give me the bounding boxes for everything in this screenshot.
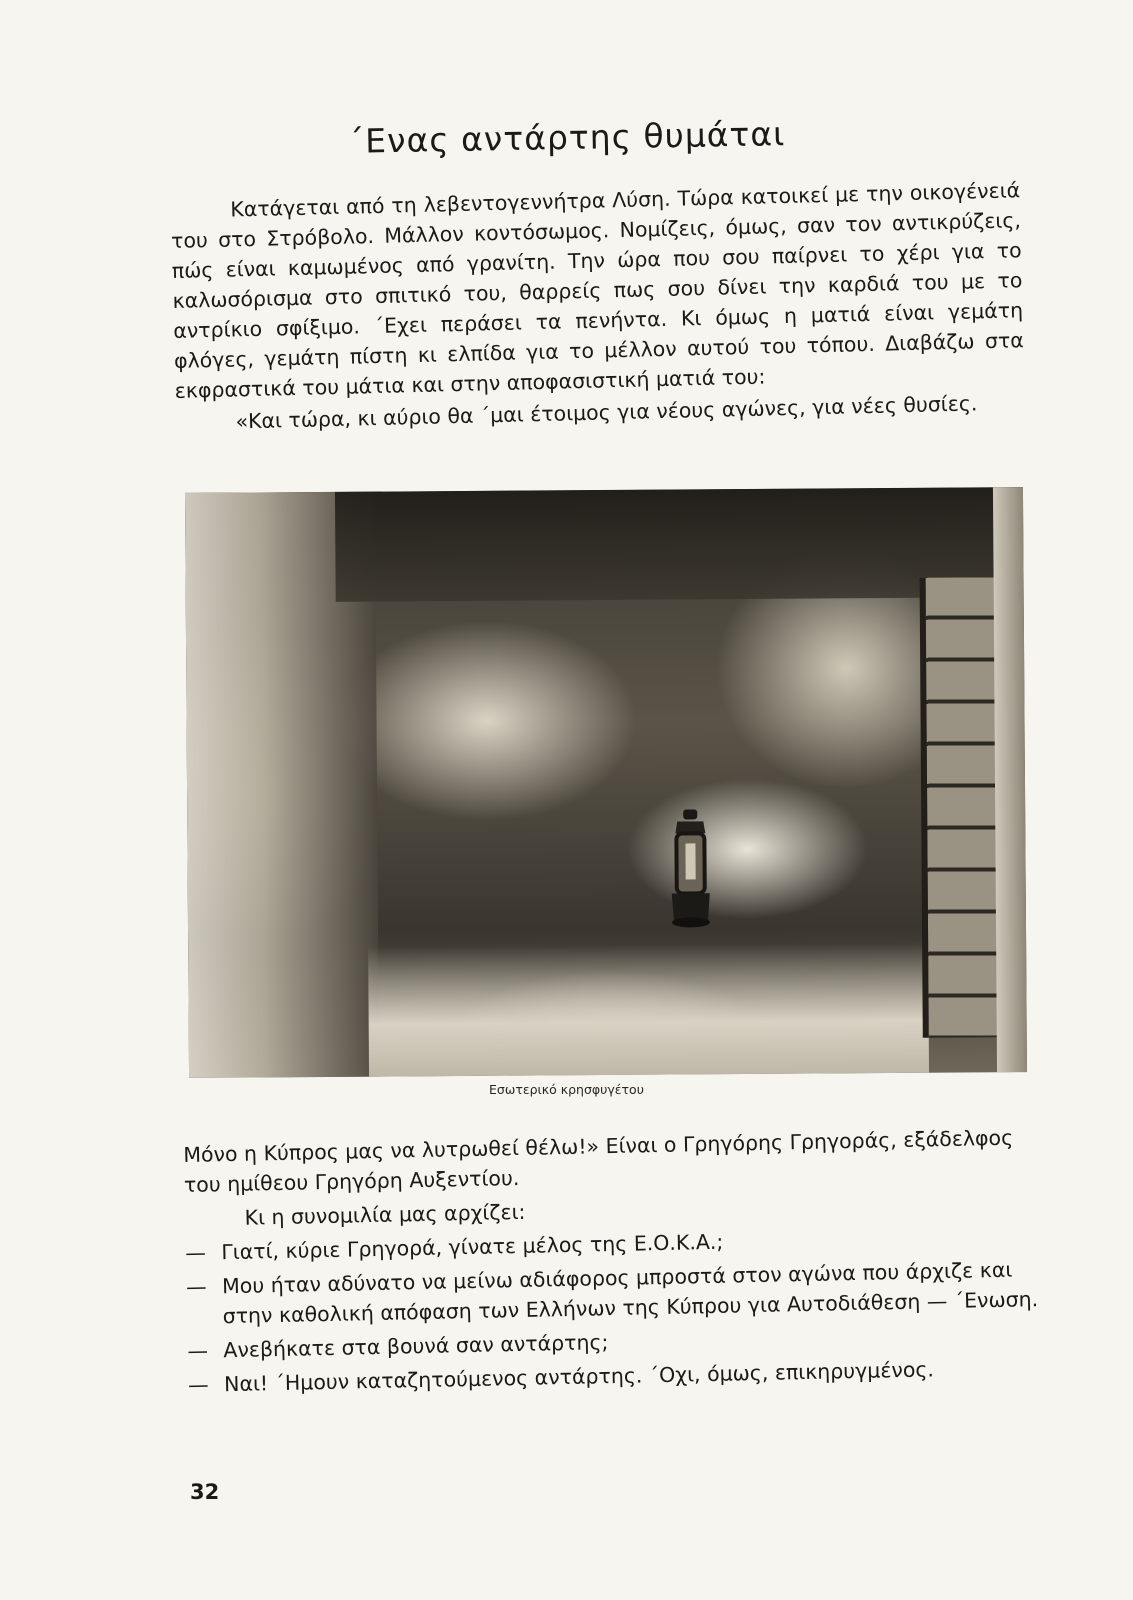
dialogue-text: Ναι! ΄Ημουν καταζητούμενος αντάρτης. ΄Οχι, όμως, επικηρυγμένος. [223, 1357, 935, 1397]
intro-section [170, 175, 1026, 438]
quote-end: Μόνο η Κύπρος μας να λυτρωθεί θέλω!» Είναι ο Γρηγόρης Γρηγοράς, εξάδελφος του ημίθεου Γρηγόρη Αυξεντίου. [183, 1125, 1014, 1197]
hideout-photo [185, 487, 1027, 1078]
intro-paragraph: Κατάγεται από τη λεβεντογεννήτρα Λύση. Τώρα κατοικεί με την οικογένειά του στο Στρόβολο. Μάλλον κοντόσωμος. Νομίζεις, όμως, σαν τον αντικρύζεις, πώς είναι καμωμένος από γρανίτη. Την ώρα που σου παίρνει το χέρι για το καλωσόρισμα στο σπιτικό του, θαρρείς πως σου δίνει την καρδιά του με το αντρίκιο σφίξιμο. ΄Εχει περάσει τα πενήντα. Κι όμως η ματιά είναι γεμάτη φλόγες, γεμάτη πίστη κι ελπίδα για το μέλλον αυτού του τόπου. Διαβάζω στα εκφραστικά του μάτια και στην αποφασιστική ματιά του: [170, 178, 1025, 403]
dialogue-text: Μου ήταν αδύνατο να μείνω αδιάφορος μπροστά στον αγώνα που άρχιζε και στην καθολική απόφαση των Ελλήνων της Κύπρου για Αυτοδιάθεση — ΄Ενωση. [221, 1257, 1039, 1329]
dialogue-text: Γιατί, κύριε Γρηγορά, γίνατε μέλος της Ε.Ο.Κ.Α.; [221, 1229, 724, 1265]
dialogue-dash: — [187, 1338, 209, 1363]
photo-caption: Εσωτερικό κρησφυγέτου [489, 1082, 644, 1097]
quote-start: «Και τώρα, κι αύριο θα ΄μαι έτοιμος για νέους αγώνες, για νέες θυσίες. [235, 391, 978, 434]
page-number: 32 [190, 1480, 220, 1504]
page-title: ΄Ενας αντάρτης θυμάται [347, 114, 786, 161]
conversation-intro: Κι η συνομιλία μας αρχίζει: [244, 1199, 526, 1230]
dialogue-dash: — [187, 1372, 209, 1397]
photo-brick-wall [920, 577, 999, 1038]
dialogue-text: Ανεβήκατε στα βουνά σαν αντάρτης; [223, 1330, 609, 1363]
lantern-icon [665, 809, 716, 929]
photo-edge [993, 487, 1027, 1072]
photo-floor [368, 943, 929, 1077]
dialogue-section [183, 1122, 1048, 1400]
dialogue-dash: — [185, 1274, 207, 1299]
dialogue-dash: — [185, 1240, 207, 1265]
photo-ceiling [335, 487, 996, 602]
